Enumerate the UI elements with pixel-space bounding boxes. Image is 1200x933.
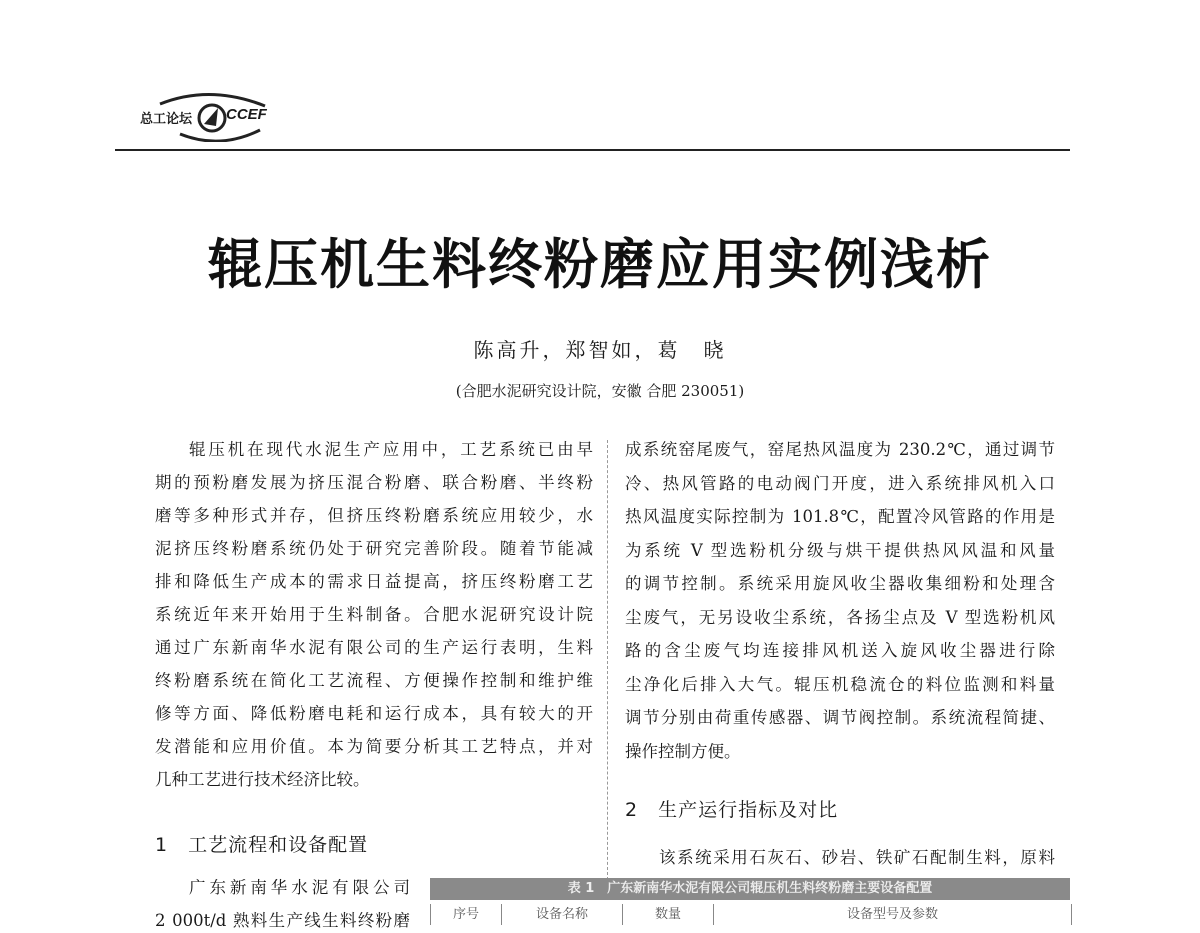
body-text-line: 辊压机在现代水泥生产应用中，工艺系统已由早: [189, 440, 593, 459]
body-text-line: 为系统 V 型选粉机分级与烘干提供热风风温和风量: [625, 540, 1055, 560]
body-text-line: 泥挤压终粉磨系统仍处于研究完善阶段。随着节能减: [155, 539, 593, 558]
body-text-line: 路的含尘废气均连接排风机送入旋风收尘器进行除: [625, 641, 1055, 660]
body-text-line: 通过广东新南华水泥有限公司的生产运行表明，生料: [155, 638, 593, 657]
body-text-line: 2 000t/d 熟料生产线生料终粉磨: [155, 911, 410, 930]
body-text-line: 操作控制方便。: [625, 741, 741, 761]
body-text-line: 期的预粉磨发展为挤压混合粉磨、联合粉磨、半终粉: [155, 473, 593, 492]
body-text-line: 尘废气，无另设收尘系统，各扬尘点及 V 型选粉机风: [625, 607, 1055, 627]
table-header-cell: 设备型号及参数: [846, 907, 938, 922]
body-text-line: 几种工艺进行技术经济比较。: [155, 770, 370, 789]
article-title: 辊压机生料终粉磨应用实例浅析: [208, 233, 992, 296]
body-text-line: 系统近年来开始用于生料制备。合肥水泥研究设计院: [155, 605, 593, 624]
logo-text-zh: 总工论坛: [140, 112, 193, 127]
body-text-line: 磨等多种形式并存，但挤压终粉磨系统应用较少，水: [155, 506, 593, 525]
body-text-line: 尘净化后排入大气。辊压机稳流仓的料位监测和料量: [625, 674, 1055, 694]
column-divider: [607, 440, 608, 880]
body-text-line: 终粉磨系统在简化工艺流程、方便操作控制和维护维: [155, 671, 593, 690]
body-text-line: 修等方面、降低粉磨电耗和运行成本，具有较大的开: [155, 704, 593, 723]
body-text-line: 调节分别由荷重传感器、调节阀控制。系统流程简捷、: [625, 708, 1055, 727]
body-text-line: 热风温度实际控制为 101.8℃，配置冷风管路的作用是: [625, 507, 1055, 526]
body-text-line: 该系统采用石灰石、砂岩、铁矿石配制生料，原料: [659, 848, 1055, 867]
table-header-cell: 数量: [623, 904, 714, 925]
section-heading-2: 2 生产运行指标及对比: [625, 799, 839, 821]
table-header-cell: 设备名称: [502, 904, 623, 925]
body-text-line: 广东新南华水泥有限公司: [189, 878, 410, 897]
table-header-row: [430, 904, 1072, 925]
body-text-line: 成系统窑尾废气，窑尾热风温度为 230.2℃，通过调节: [625, 440, 1055, 459]
affiliation: (合肥水泥研究设计院，安徽 合肥 230051): [455, 382, 745, 400]
body-text-line: 冷、热风管路的电动阀门开度，进入系统排风机入口: [625, 473, 1055, 493]
body-text-line: 发潜能和应用价值。本为简要分析其工艺特点，并对: [155, 737, 593, 756]
body-text-line: 排和降低生产成本的需求日益提高，挤压终粉磨工艺: [155, 572, 593, 591]
section-heading-1: 1 工艺流程和设备配置: [155, 834, 369, 856]
header-rule: [115, 149, 1070, 151]
logo-text-en: CCEF: [226, 106, 267, 123]
table-caption: 表 1 广东新南华水泥有限公司辊压机生料终粉磨主要设备配置: [430, 878, 1070, 900]
authors: 陈高升，郑智如，葛 晓: [473, 338, 727, 362]
table-header-cell: 序号: [431, 904, 502, 925]
ccef-logo: [140, 90, 280, 142]
body-text-line: 的调节控制。系统采用旋风收尘器收集细粉和处理含: [625, 574, 1055, 593]
